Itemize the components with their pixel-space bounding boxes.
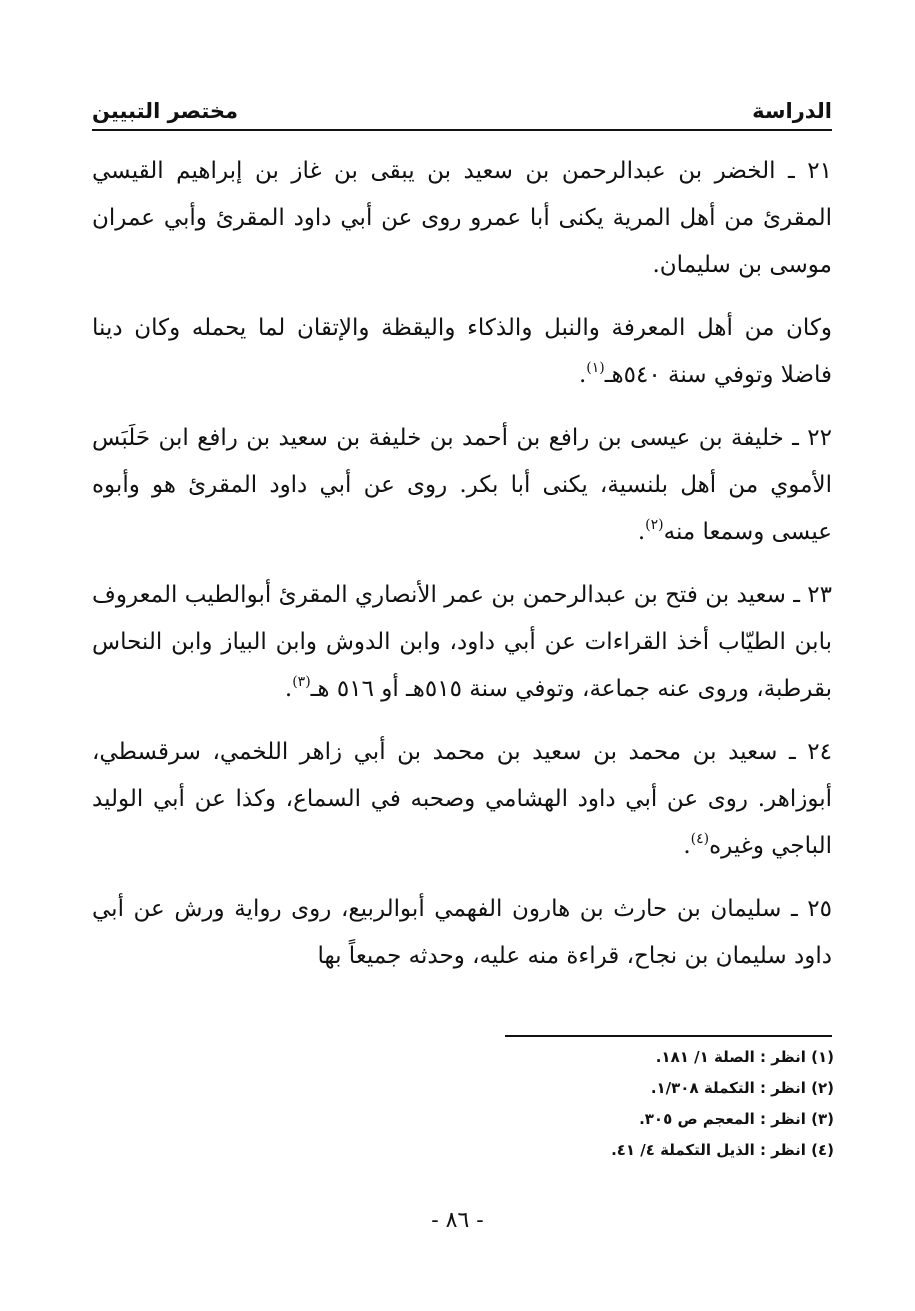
footnote-3: (٣) انظر : المعجم ص ٣٠٥. — [639, 1110, 834, 1128]
footnote-2: (٢) انظر : التكملة ١/٣٠٨. — [650, 1079, 834, 1097]
entry-text: ٢١ ـ الخضر بن عبدالرحمن بن سعيد بن يبقى بن غاز بن إبراهيم القيسي المقرئ من أهل المرية يكنى أبا عمرو روى عن أبي داود المقرئ وأبي عمران موسى بن سليمان. — [92, 158, 832, 278]
entry-24 — [92, 729, 832, 870]
entry-23 — [92, 572, 832, 713]
entry-end: . — [683, 833, 691, 859]
running-header — [92, 82, 832, 122]
header-rule — [92, 129, 832, 131]
entry-text: ٢٥ ـ سليمان بن حارث بن هارون الفهمي أبوالربيع، روى رواية ورش عن أبي داود سليمان بن نجاح، قراءة منه عليه، وحدثه جميعاً بها — [92, 896, 832, 969]
entry-text: وكان من أهل المعرفة والنبل والذكاء واليقظة والإتقان لما يحمله وكان دينا فاضلا وتوفي سنة ٥٤٠هـ — [92, 315, 832, 388]
footnote-4: (٤) انظر : الذيل التكملة ٤/ ٤١. — [611, 1141, 834, 1159]
page-number: - ٨٦ - — [431, 1208, 484, 1233]
entry-21 — [92, 148, 832, 289]
footnote-1: (١) انظر : الصلة ١/ ١٨١. — [655, 1048, 834, 1066]
footnote-ref: (١) — [586, 360, 605, 376]
entry-25 — [92, 886, 832, 980]
entry-end: . — [284, 676, 293, 702]
entry-text: ٢٣ ـ سعيد بن فتح بن عبدالرحمن بن عمر الأنصاري المقرئ أبوالطيب المعروف بابن الطيّاب أخذ القراءات عن أبي داود، وابن الدوش وابن البياز وابن النحاس بقرطبة، وروى عنه جماعة، وتوفي سنة ٥١٥هـ أو ٥١٦ هـ — [92, 582, 832, 702]
footnote-ref: (٣) — [292, 674, 311, 690]
entry-end: . — [578, 362, 587, 388]
footnote-rule — [505, 1035, 832, 1037]
footnote-ref: (٢) — [645, 517, 664, 533]
entry-end: . — [637, 519, 646, 545]
entry-text: ٢٤ ـ سعيد بن محمد بن سعيد بن محمد بن أبي زاهر اللخمي، سرقسطي، أبوزاهر. روى عن أبي داود الهشامي وصحبه في السماع، وكذا عن أبي الوليد الباجي وغيره — [92, 739, 832, 859]
footnotes — [92, 1042, 834, 1166]
body-text — [92, 148, 832, 996]
entry-22 — [92, 415, 832, 556]
footnote-ref: (٤) — [690, 831, 710, 847]
entry-text: ٢٢ ـ خليفة بن عيسى بن رافع بن أحمد بن خليفة بن سعيد بن رافع ابن حَلَبَس الأموي من أهل بلنسية، يكنى أبا بكر. روى عن أبي داود المقرئ هو وأبوه عيسى وسمعا منه — [92, 425, 832, 545]
section-title: الدراسة — [752, 99, 832, 123]
entry-21-continued — [92, 305, 832, 399]
book-title: مختصر التبيين — [92, 99, 239, 123]
